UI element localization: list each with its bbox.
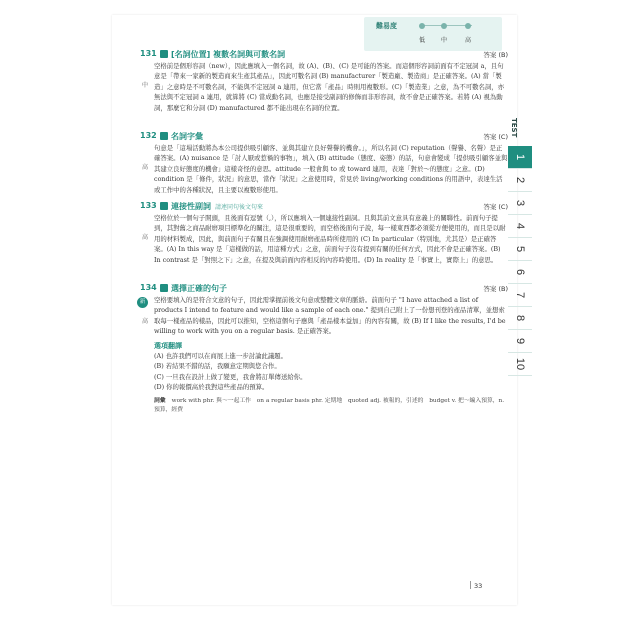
tab-label: 5 bbox=[514, 245, 526, 253]
question-header bbox=[140, 201, 508, 213]
tab-label: 1 bbox=[514, 153, 526, 161]
option-c: (C) 一旦我在設計上做了變更，我會將訂單傳送給你。 bbox=[154, 372, 307, 381]
vocabulary-label: 詞彙 bbox=[154, 397, 166, 404]
question-132 bbox=[140, 131, 508, 195]
vocabulary-text: work with phr. 與～一起工作 on a regular basis phr. 定期地 quoted adj. 被報的，引述的 budget v. 把～編入預算，n. 預算，經費 bbox=[154, 397, 505, 414]
tab-label: 8 bbox=[514, 314, 526, 322]
explanation-text: 空格前是個形容詞（new），因此應填入一個名詞，故 (A)、(B)、(C) 是可能的答案。而這個形容詞前面有不定冠詞 a，且句意是「帶來一家新的製造商來生產其產品」，因此可數名詞 (B) manufacturer「製造廠、製造商」是正確答案。(A) 當「製造」之意時是不可數名詞，不能與不定冠詞 a 連用，但它當「產品」時則用複數形。(C)「製造業」之意，為不可數名詞，亦無法與不定冠詞 a 連用，就算將 (C) 當成動名詞，也應是接受副詞的修飾而非形容詞，故不會是正確答案。若將 (A) 視為動詞，那麼它和分詞 (D) manufactured 都不能出現在名詞的位置。 bbox=[154, 62, 505, 112]
difficulty-scale bbox=[419, 23, 479, 47]
question-header bbox=[140, 131, 508, 143]
tab-label: 3 bbox=[514, 199, 526, 207]
question-explanation bbox=[141, 61, 508, 113]
test-tabs bbox=[500, 118, 534, 371]
question-number: 133 bbox=[140, 201, 157, 210]
explanation-text: 句意是「這場活動將為本公司提供吸引顧客、並與其建立良好聲譽的機會。」，所以名詞 (C) reputation（聲譽、名聲）是正確答案。(A) nuisance 是「討人厭或惹禍的事物」，填入 (B) attitude（態度、姿態）的話，句意會變成「提供吸引顧客並與其建立良好態度的機會」這樣奇怪的意思。attitude 一般會與 to 或 toward 連用，表達「對於～的態度」之意。(D) condition 是「條件，狀況」的意思，當作「狀況」之意使用時，常見於 living/working conditions 的用語中，表達生活或工作中的各種狀況，且主要以複數形使用。 bbox=[154, 144, 508, 194]
question-133 bbox=[140, 201, 508, 265]
difficulty-marker: 中 bbox=[141, 82, 148, 89]
tab-test-9[interactable] bbox=[508, 330, 532, 353]
difficulty-marker: 高 bbox=[141, 164, 148, 171]
tab-test-6[interactable] bbox=[508, 261, 532, 284]
level-high: 高 bbox=[465, 37, 472, 44]
tab-test-10[interactable] bbox=[508, 353, 532, 376]
tab-label: 6 bbox=[514, 268, 526, 276]
option-a: (A) 也許我們可以在商展上進一步討論此議題。 bbox=[154, 352, 288, 361]
book-page bbox=[112, 15, 517, 605]
tab-label: 2 bbox=[514, 176, 526, 184]
tab-test-3[interactable] bbox=[508, 192, 532, 215]
difficulty-legend bbox=[364, 17, 502, 51]
question-number: 131 bbox=[140, 49, 157, 58]
question-explanation bbox=[139, 295, 508, 416]
question-note: 請連同句後文句來 bbox=[215, 204, 264, 211]
question-explanation bbox=[141, 213, 508, 265]
difficulty-marker: 高 bbox=[141, 234, 148, 241]
question-title-text: 連接性副詞 bbox=[171, 202, 211, 211]
legend-label: 難易度 bbox=[376, 22, 397, 30]
answer-label: 答案 (B) bbox=[483, 51, 508, 59]
answer-label: 答案 (B) bbox=[483, 285, 508, 293]
note-icon bbox=[160, 132, 168, 140]
tab-test-2[interactable] bbox=[508, 169, 532, 192]
vocabulary-section bbox=[154, 397, 508, 416]
tab-test-1[interactable] bbox=[508, 146, 532, 169]
options-list bbox=[154, 351, 508, 393]
answer-label: 答案 (C) bbox=[483, 203, 508, 211]
note-icon bbox=[160, 284, 168, 292]
question-explanation bbox=[141, 143, 508, 195]
question-title: 名詞字彙 bbox=[171, 132, 203, 141]
question-number: 132 bbox=[140, 131, 157, 140]
question-title bbox=[171, 201, 263, 212]
level-low: 低 bbox=[419, 37, 426, 44]
scale-dot-mid bbox=[441, 23, 447, 29]
note-icon bbox=[160, 202, 168, 210]
tab-label: 10 bbox=[514, 357, 526, 371]
test-label: TEST bbox=[510, 118, 518, 138]
options-title: 選項翻譯 bbox=[154, 340, 182, 350]
question-header bbox=[140, 49, 508, 61]
note-icon bbox=[160, 50, 168, 58]
question-title: [名詞位置] 複數名詞與可數名詞 bbox=[171, 50, 286, 59]
question-131 bbox=[140, 49, 508, 113]
answer-label: 答案 (C) bbox=[483, 133, 508, 141]
question-title: 選擇正確的句子 bbox=[171, 284, 227, 293]
tab-test-4[interactable] bbox=[508, 215, 532, 238]
question-134 bbox=[140, 283, 508, 416]
page-number: 33 bbox=[470, 581, 482, 590]
option-d: (D) 你的報價高於我對這些產品的預算。 bbox=[154, 383, 269, 392]
level-mid: 中 bbox=[441, 37, 448, 44]
tab-label: 7 bbox=[514, 291, 526, 299]
scale-dot-high bbox=[465, 23, 471, 29]
tab-test-7[interactable] bbox=[508, 284, 532, 307]
question-number: 134 bbox=[140, 283, 157, 292]
tab-label: 9 bbox=[514, 337, 526, 345]
new-badge: 新 bbox=[137, 297, 148, 308]
scale-dot-low bbox=[419, 23, 425, 29]
question-header bbox=[140, 283, 508, 295]
explanation-text: 空格要填入的是符合文意的句子，因此需掌握前後文句意或整體文章的脈絡。前面句子 "I have attached a list of products I intend to feature and would like a sample of each one." 提到自己附上了一份想刊登的產品清單，並想索取每一樣產品的樣品，因此可以推知，空格這個句子應與「產品樣本益加」的內容有關，故 (B) If I like the results, I'd be willing to work with you on a regular basis. 是正確答案。 bbox=[154, 296, 506, 336]
difficulty-marker: 高 bbox=[141, 318, 148, 325]
option-b: (B) 若結果不錯的話，我願意定期與您合作。 bbox=[154, 362, 281, 371]
tab-test-8[interactable] bbox=[508, 307, 532, 330]
tab-test-5[interactable] bbox=[508, 238, 532, 261]
explanation-text: 空格位於一個句子開頭，且後面有逗號（,），所以應填入一個連接性副詞。且與其前文意具有意義上的關聯性。前面句子提到，其對舊之商品耐磨項目標準化的關注，這是很重要的，而空格後面句子說，每一樣東西都必須從方便使用的，而且是以耐用的材料製成，因此，與前面句子有關且在強調使用耐磨產品時所使用的 (C) In particular（特別地，尤其是）是正確答案。(A) In this way 是「這樣做的話，用這種方式」之意，前面句子沒有提到有關的任何方式，因此不會是正確答案。(B) In contrast 是「對照之下」之意，在提及與前面內容相反的內容時使用。(D) In reality 是「事實上，實際上」的意思。 bbox=[154, 214, 506, 264]
tab-label: 4 bbox=[514, 222, 526, 230]
